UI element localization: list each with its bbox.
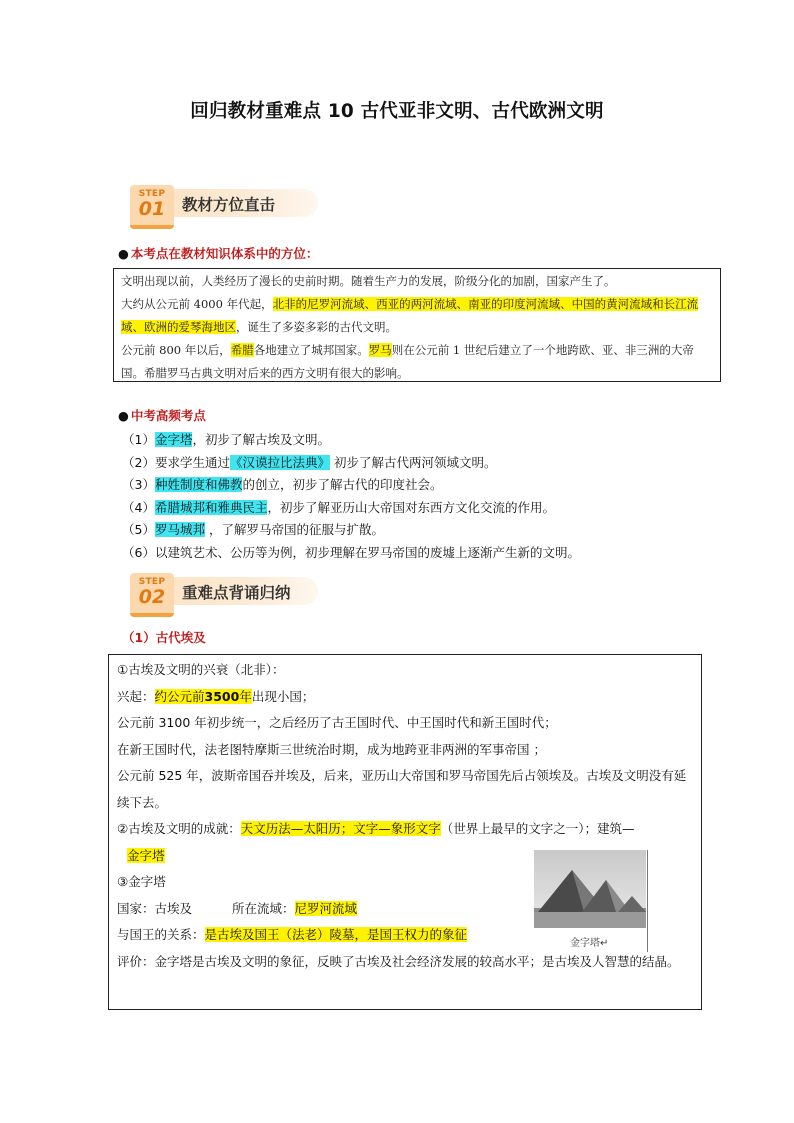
egypt-subheading: ③金字塔 <box>117 874 166 889</box>
egypt-box <box>108 654 702 1010</box>
egypt-subheading: ②古埃及文明的成就： <box>117 821 241 836</box>
item-highlight: 《汉谟拉比法典》 <box>229 454 330 470</box>
egypt-highlight: 年 <box>239 688 252 704</box>
item-number: （5） <box>122 522 155 537</box>
egypt-label: 与国王的关系： <box>117 927 205 942</box>
intro-paragraph <box>121 339 713 385</box>
step-label: 教材方位直击 <box>182 196 276 214</box>
egypt-highlight: 3500 <box>204 688 240 704</box>
bullet-dot: ● <box>118 408 129 423</box>
item-text: ，了解罗马帝国的征服与扩散。 <box>204 522 384 537</box>
figure-caption: 金字塔↵ <box>570 938 609 949</box>
bullet-dot: ● <box>118 246 129 261</box>
step-number: 01 <box>138 198 166 220</box>
item-highlight: 罗马城邦 <box>154 522 205 537</box>
item-number: （4） <box>122 499 155 515</box>
step-word: STEP <box>138 577 166 587</box>
list-item <box>122 542 580 565</box>
item-highlight: 希腊城邦和雅典民主 <box>154 499 268 515</box>
egypt-line: 公元前 3100 年初步统一，之后经历了古王国时代、中王国时代和新王国时代； <box>117 715 557 730</box>
step-badge <box>130 185 174 229</box>
step-label: 重难点背诵归纳 <box>182 584 291 602</box>
highlight-greece: 希腊 <box>230 343 254 357</box>
item-text: ，初步了解古埃及文明。 <box>192 432 330 447</box>
highlight-rome: 罗马 <box>368 343 392 357</box>
step-02-banner <box>130 573 320 617</box>
egypt-heading: （1）古代埃及 <box>122 630 206 645</box>
list-item <box>122 429 580 452</box>
list-item <box>122 497 580 520</box>
egypt-text: （世界上最早的文字之一）；建筑— <box>440 821 635 836</box>
section-heading-text: 中考高频考点 <box>130 408 206 423</box>
pyramid-figure <box>534 850 650 952</box>
egypt-highlight: 是古埃及国王（法老）陵墓，是国王权力的象征 <box>204 927 468 942</box>
item-text: 初步了解古代两河领域文明。 <box>329 454 497 470</box>
item-text: ，初步了解亚历山大帝国对东西方文化交流的作用。 <box>267 499 555 515</box>
item-text: 的创立，初步了解古代的印度社会。 <box>242 477 443 492</box>
item-text: 以建筑艺术、公历等为例，初步理解在罗马帝国的废墟上逐渐产生新的文明。 <box>154 544 580 560</box>
item-number: （6） <box>122 544 155 560</box>
exam-points-list <box>122 429 580 564</box>
section-heading-exam-points <box>118 406 206 424</box>
egypt-highlight: 天文历法—太阳历；文字—象形文字 <box>240 821 441 836</box>
intro-text: 各地建立了城邦国家。 <box>253 343 369 357</box>
section-heading-position <box>118 244 318 262</box>
egypt-label: 所在流域： <box>232 900 295 916</box>
egypt-highlight: 尼罗河流域 <box>294 900 358 916</box>
item-text: 要求学生通过 <box>154 454 230 470</box>
list-item <box>122 474 580 497</box>
step-badge <box>130 573 174 617</box>
egypt-line <box>117 684 693 711</box>
item-highlight: 金字塔 <box>154 432 193 447</box>
item-number: （2） <box>122 454 155 470</box>
step-word: STEP <box>138 189 166 199</box>
egypt-subheading: ①古埃及文明的兴衰（北非）： <box>117 662 285 677</box>
egypt-text: 国家：古埃及 <box>117 900 193 916</box>
intro-text: 公元前 800 年以后， <box>121 343 231 357</box>
egypt-line: 评价：金字塔是古埃及文明的象征，反映了古埃及社会经济发展的较高水平；是古埃及人智慧的结晶。 <box>117 953 680 969</box>
egypt-highlight: 约公元前 <box>154 688 205 704</box>
highlight-civilizations: 北非的尼罗河流域、西亚的两河流域、南亚的印度河流域、中国的黄河流域和长江流域、欧洲的爱琴海地区 <box>121 297 699 334</box>
intro-paragraph: 文明出现以前，人类经历了漫长的史前时期。随着生产力的发展，阶级分化的加剧，国家产生了。 <box>121 274 616 288</box>
egypt-label: 兴起： <box>117 688 155 704</box>
list-item <box>122 519 580 542</box>
intro-text: 大约从公元前 4000 年代起， <box>121 297 273 311</box>
step-number: 02 <box>138 586 166 608</box>
egypt-line <box>117 816 693 843</box>
step-01-banner <box>130 185 320 229</box>
egypt-line: 在新王国时代，法老图特摩斯三世统治时期，成为地跨亚非两洲的军事帝国 ； <box>117 741 546 757</box>
pyramid-photo <box>534 850 646 928</box>
figure-divider <box>647 850 648 952</box>
egypt-line: 公元前 525 年，波斯帝国吞并埃及，后来，亚历山大帝国和罗马帝国先后占领埃及。古埃及文明没有延续下去。 <box>117 768 687 810</box>
egypt-text: 出现小国； <box>251 688 315 704</box>
section-heading-text: 本考点在教材知识体系中的方位： <box>130 246 319 261</box>
list-item <box>122 452 580 475</box>
intro-paragraph <box>121 293 713 339</box>
item-highlight: 种姓制度和佛教 <box>154 477 243 492</box>
page-title: 回归教材重难点 10 古代亚非文明、古代欧洲文明 <box>190 101 604 122</box>
item-number: （3） <box>122 477 155 492</box>
item-number: （1） <box>122 432 155 447</box>
intro-text: ，诞生了多姿多彩的古代文明。 <box>236 320 397 334</box>
intro-box <box>113 268 721 382</box>
intro-text: 则在公元前 1 世纪后建立了一个地跨欧、亚、非三洲的大帝国。希腊罗马古典文明对后来的西方文明有很大的影响。 <box>121 343 694 380</box>
egypt-highlight: 金字塔 <box>127 847 165 863</box>
